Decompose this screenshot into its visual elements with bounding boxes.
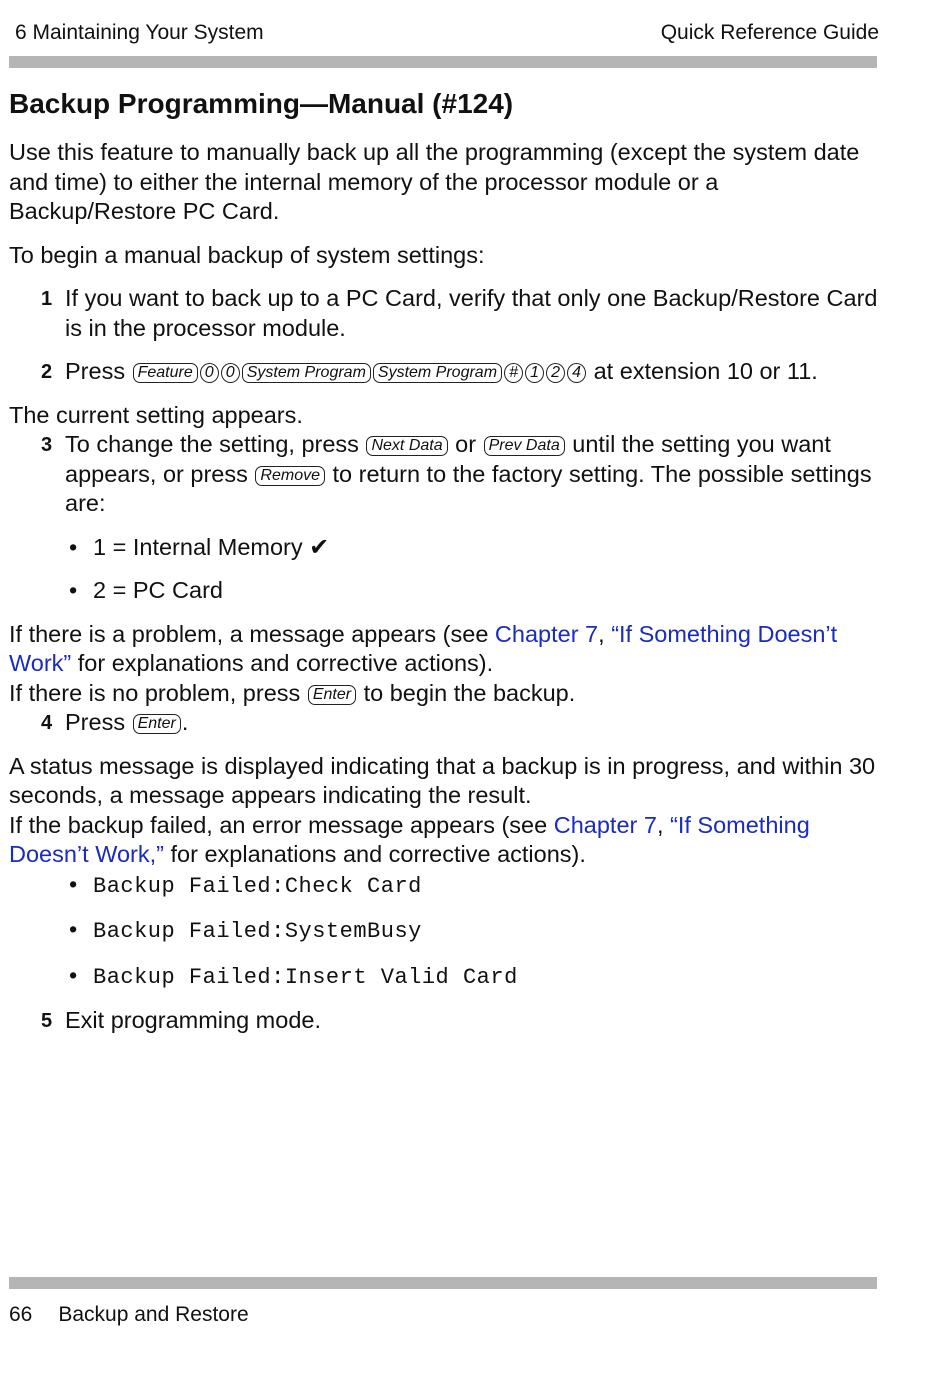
bullet-icon: •	[69, 916, 78, 942]
step-1	[9, 284, 879, 343]
list-item	[9, 533, 879, 563]
page-header	[9, 18, 879, 48]
text: for explanations and corrective actions).	[170, 841, 586, 867]
intro-paragraph: Use this feature to manually back up all the programming (except the system date and time) to either the internal memory of the processor module or a Backup/Restore PC Card.	[9, 139, 860, 224]
step-number: 1	[41, 288, 53, 310]
text: ,	[656, 811, 664, 838]
text: for explanations and corrective actions).	[77, 650, 494, 676]
step-3	[9, 430, 879, 519]
step-number: 4	[41, 712, 53, 734]
list-item	[9, 961, 879, 993]
system-program-key: System Program	[373, 363, 502, 383]
next-data-key: Next Data	[366, 436, 447, 456]
prev-data-key: Prev Data	[484, 436, 565, 456]
step-text: until the setting you want appears, or press	[65, 431, 831, 487]
option-text: 2 = PC Card	[93, 577, 223, 603]
enter-key: Enter	[133, 714, 181, 734]
error-message: Backup Failed:Check Card	[93, 873, 422, 899]
step-number: 5	[41, 1010, 53, 1032]
step-4	[9, 708, 879, 738]
page-title: Backup Programming—Manual (#124)	[9, 88, 514, 119]
step-number: 3	[41, 434, 53, 456]
text: .	[181, 709, 189, 735]
chapter-title: 6 Maintaining Your System	[15, 21, 264, 44]
digit-key: 1	[525, 363, 544, 383]
feature-key: Feature	[133, 363, 198, 383]
text: If there is a problem, a message appears (see	[9, 620, 489, 647]
problem-paragraph	[9, 620, 879, 679]
main-content	[9, 138, 879, 1050]
step-text: to return to the factory setting. The possible settings are:	[65, 460, 872, 516]
step-text: or	[455, 431, 477, 457]
footer-rule	[9, 1277, 877, 1289]
list-item	[9, 576, 879, 606]
text: ,	[598, 620, 605, 647]
option-text: 1 = Internal Memory	[93, 533, 303, 560]
step-text: To change the setting, press	[65, 431, 359, 457]
status-paragraph: A status message is displayed indicating that a backup is in progress, and within 30 seconds, a message appears indicating the result.	[9, 752, 876, 808]
error-message: Backup Failed:Insert Valid Card	[93, 964, 518, 990]
step-text: at extension 10 or 11.	[593, 358, 818, 384]
lead-paragraph: To begin a manual backup of system settings:	[9, 241, 485, 268]
bullet-icon: •	[69, 533, 78, 560]
remove-key: Remove	[255, 466, 325, 486]
fail-paragraph	[9, 811, 879, 870]
digit-key: 0	[221, 363, 240, 383]
section-title: Backup and Restore	[58, 1303, 249, 1326]
step-text: Press	[65, 709, 126, 735]
bullet-icon: •	[69, 961, 78, 988]
text: to begin the backup.	[363, 679, 576, 706]
if-something-doesnt-work-link[interactable]: “If Something Doesn’t Work,”	[9, 811, 810, 867]
enter-key: Enter	[308, 685, 356, 705]
if-something-doesnt-work-link[interactable]: “If Something Doesn’t Work”	[9, 620, 838, 676]
digit-key: 0	[200, 363, 219, 383]
chapter-7-link[interactable]: Chapter 7	[553, 811, 657, 838]
no-problem-paragraph	[9, 679, 879, 709]
step-text: Press	[65, 358, 126, 384]
guide-title: Quick Reference Guide	[660, 21, 879, 44]
step-number: 2	[41, 361, 53, 383]
step-2	[9, 357, 879, 387]
step-2-note: The current setting appears.	[9, 401, 303, 428]
step-text: If you want to back up to a PC Card, verify that only one Backup/Restore Card is in the processor module.	[65, 285, 878, 341]
text: If there is no problem, press	[9, 679, 301, 706]
system-program-key: System Program	[242, 363, 371, 383]
digit-key: 4	[567, 363, 586, 383]
text: If the backup failed, an error message appears (see	[9, 811, 548, 838]
error-message: Backup Failed:SystemBusy	[93, 919, 422, 944]
list-item	[9, 915, 879, 947]
step-5	[9, 1006, 879, 1036]
bullet-icon: •	[69, 577, 78, 603]
chapter-7-link[interactable]: Chapter 7	[494, 620, 599, 647]
pound-key: #	[504, 363, 523, 383]
page-number: 66	[9, 1303, 33, 1326]
step-text: Exit programming mode.	[65, 1007, 321, 1033]
bullet-icon: •	[69, 870, 78, 897]
digit-key: 2	[546, 363, 565, 383]
checkmark-icon: ✔	[309, 533, 330, 561]
list-item	[9, 870, 879, 902]
header-rule	[9, 56, 877, 68]
page-footer	[9, 1303, 249, 1327]
